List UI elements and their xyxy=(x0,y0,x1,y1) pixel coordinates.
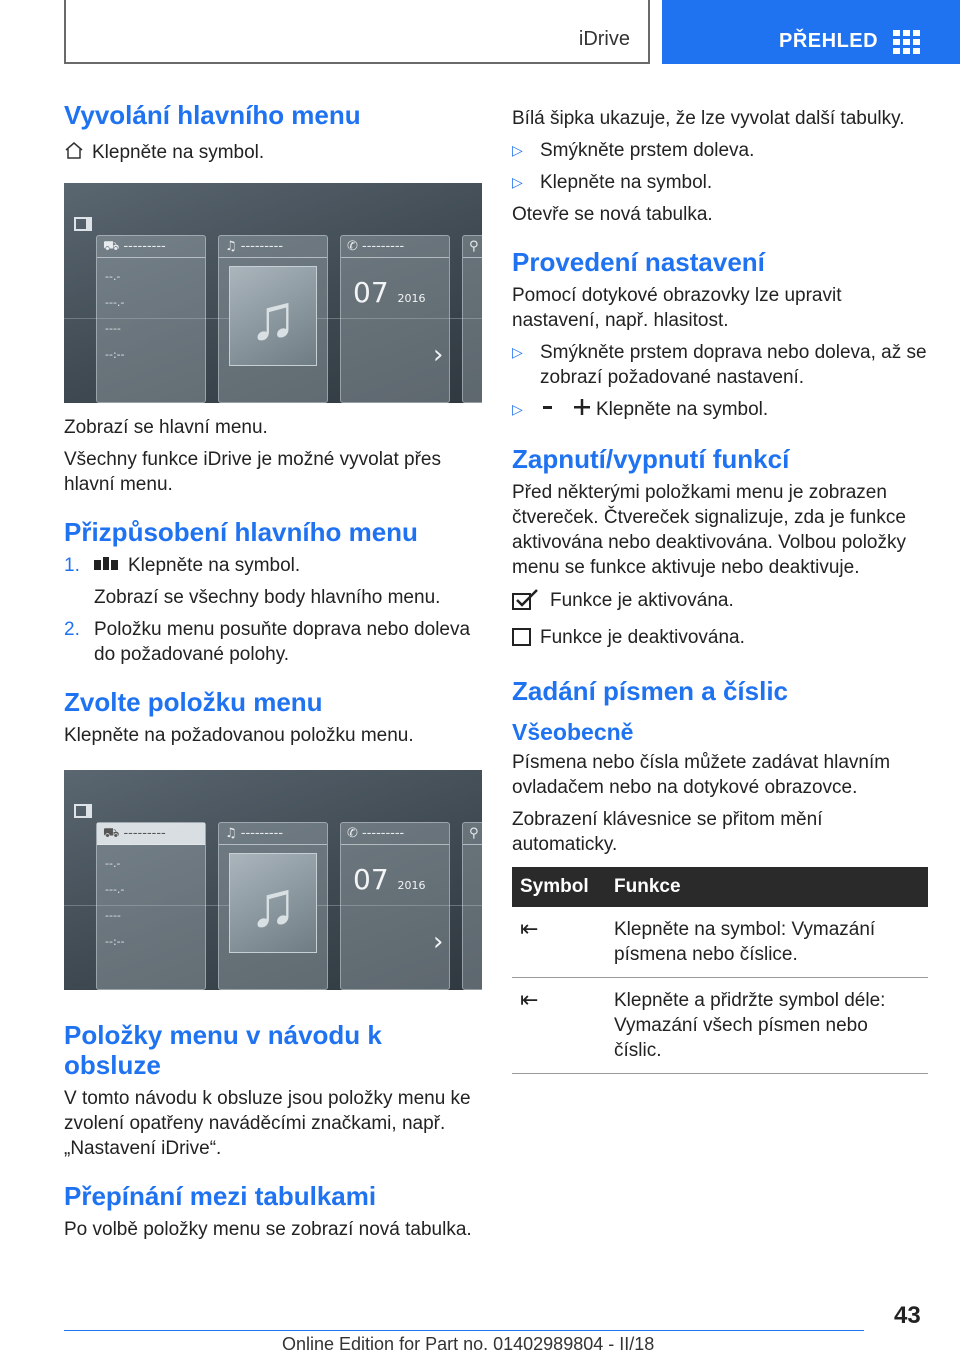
screenshot-main-menu xyxy=(64,183,482,403)
checkbox-checked-icon xyxy=(512,588,550,617)
overview-tab-label: PŘEHLED xyxy=(779,30,879,52)
bullet: ▷ Smýkněte prstem doprava nebo doleva, až se zobrazí požadované nastavení. xyxy=(512,342,927,388)
table-cell-function: Klepněte a přidržte symbol déle: Vymazání všech písmen nebo číslic. xyxy=(606,978,928,1074)
paragraph: Před některými položkami menu je zobrazen čtvereček. Čtvereček signalizuje, zda je funkce aktivována nebo deaktivována. Volbou položky menu se funkce aktivuje nebo deaktivuje. xyxy=(512,482,906,578)
table-cell-function: Klepněte na symbol: Vymazání písmena nebo číslice. xyxy=(606,907,928,978)
paragraph: Zobrazí se hlavní menu. xyxy=(64,417,268,438)
step-1-result: Zobrazí se všechny body hlavního menu. xyxy=(94,587,441,608)
heading-select-item: Zvolte položku menu xyxy=(64,687,323,717)
menu-bars-icon xyxy=(94,553,128,578)
table-header-symbol: Symbol xyxy=(512,867,606,907)
plus-icon xyxy=(572,397,596,424)
paragraph: Zobrazení klávesnice se přitom mění automaticky. xyxy=(512,809,823,855)
left-column xyxy=(64,100,482,1242)
bullet: ▷ Smýkněte prstem doleva. xyxy=(512,140,755,161)
tile-media: ♫ --------- ♫ xyxy=(218,235,328,403)
music-note-icon: ♫ xyxy=(229,266,317,366)
symbol-table xyxy=(512,867,928,1074)
home-icon xyxy=(64,140,92,167)
tile-phone: ✆ --------- 07 2016 › xyxy=(340,235,450,403)
step-2: 2. Položku menu posuňte doprava nebo doleva do požadované polohy. xyxy=(64,619,471,665)
checkbox-off-legend: Funkce je deaktivována. xyxy=(512,625,930,654)
heading-toggle-functions: Zapnutí/vypnutí funkcí xyxy=(512,444,790,474)
next-page-arrow-icon: › xyxy=(433,340,444,370)
paragraph: Klepněte na požadovanou položku menu. xyxy=(64,725,414,746)
heading-main-menu: Vyvolání hlavního menu xyxy=(64,100,361,130)
footer-edition: Online Edition for Part no. 01402989804 - II/18 xyxy=(282,1334,655,1354)
heading-settings: Provedení nastavení xyxy=(512,247,765,277)
screenshot-selected-item xyxy=(64,770,482,990)
table-header-function: Funkce xyxy=(606,867,928,907)
heading-switch-tables: Přepínání mezi tabulkami xyxy=(64,1181,377,1211)
tile-phone: ✆ --------- 07 2016 › xyxy=(340,822,450,990)
bullet: ▷ Klepněte na symbol. xyxy=(512,397,930,424)
page-number: 43 xyxy=(894,1302,921,1329)
paragraph: Všechny funkce iDrive je možné vyvolat přes hlavní menu. xyxy=(64,449,441,495)
triangle-bullet-icon: ▷ xyxy=(512,401,523,417)
paragraph: Pomocí dotykové obrazovky lze upravit nastavení, např. hlasitost. xyxy=(512,285,842,331)
paragraph: Otevře se nová tabulka. xyxy=(512,204,713,225)
step-1: 1. Klepněte na symbol. xyxy=(64,555,301,576)
music-note-icon: ♫ xyxy=(229,853,317,953)
table-row xyxy=(512,978,928,1074)
heading-letters-numbers: Zadání písmen a číslic xyxy=(512,676,788,706)
paragraph: V tomto návodu k obsluze jsou položky menu ke zvolení opatřeny naváděcími značkami, např. „Nastavení iDrive“. xyxy=(64,1088,471,1159)
checkbox-empty-icon xyxy=(512,625,540,654)
paragraph: Po volbě položky menu se zobrazí nová tabulka. xyxy=(64,1219,472,1240)
table-header-row xyxy=(512,867,928,907)
tile-vehicle-selected: ⛟ --------- --.- ---.- ---- --:-- xyxy=(96,822,206,990)
grid-icon xyxy=(893,30,921,54)
triangle-bullet-icon: ▷ xyxy=(512,174,523,190)
checkbox-on-legend: Funkce je aktivována. xyxy=(512,588,930,617)
paragraph: Bílá šipka ukazuje, že lze vyvolat další tabulky. xyxy=(512,108,905,129)
backspace-icon: ⇤ xyxy=(520,917,539,942)
header-bar xyxy=(64,0,650,64)
heading-menu-items-manual: Položky menu v návodu k obsluze xyxy=(64,1020,382,1080)
next-page-arrow-icon: › xyxy=(433,927,444,957)
tile-nav: ⚲ xyxy=(462,822,482,990)
menu-icon xyxy=(74,804,92,818)
home-instruction xyxy=(64,140,482,167)
right-column xyxy=(512,100,930,1074)
tile-vehicle: ⛟ --------- --.- ---.- ---- --:-- xyxy=(96,235,206,403)
home-instruction-text: Klepněte na symbol. xyxy=(92,142,265,163)
minus-icon xyxy=(540,397,572,424)
footer-divider xyxy=(64,1330,864,1331)
menu-icon xyxy=(74,217,92,231)
paragraph: Písmena nebo čísla můžete zadávat hlavním ovladačem nebo na dotykové obrazovce. xyxy=(512,752,891,798)
overview-tab[interactable] xyxy=(662,0,960,64)
table-row xyxy=(512,907,928,978)
triangle-bullet-icon: ▷ xyxy=(512,142,523,158)
tile-nav: ⚲ xyxy=(462,235,482,403)
section-title: iDrive xyxy=(578,28,630,50)
triangle-bullet-icon: ▷ xyxy=(512,344,523,360)
bullet: ▷ Klepněte na symbol. xyxy=(512,172,713,193)
table-cell-symbol xyxy=(512,978,606,1074)
backspace-icon: ⇤ xyxy=(520,988,539,1013)
table-cell-symbol xyxy=(512,907,606,978)
heading-customize-menu: Přizpůsobení hlavního menu xyxy=(64,517,418,547)
tile-media: ♫ --------- ♫ xyxy=(218,822,328,990)
subheading-general: Všeobecně xyxy=(512,719,634,745)
